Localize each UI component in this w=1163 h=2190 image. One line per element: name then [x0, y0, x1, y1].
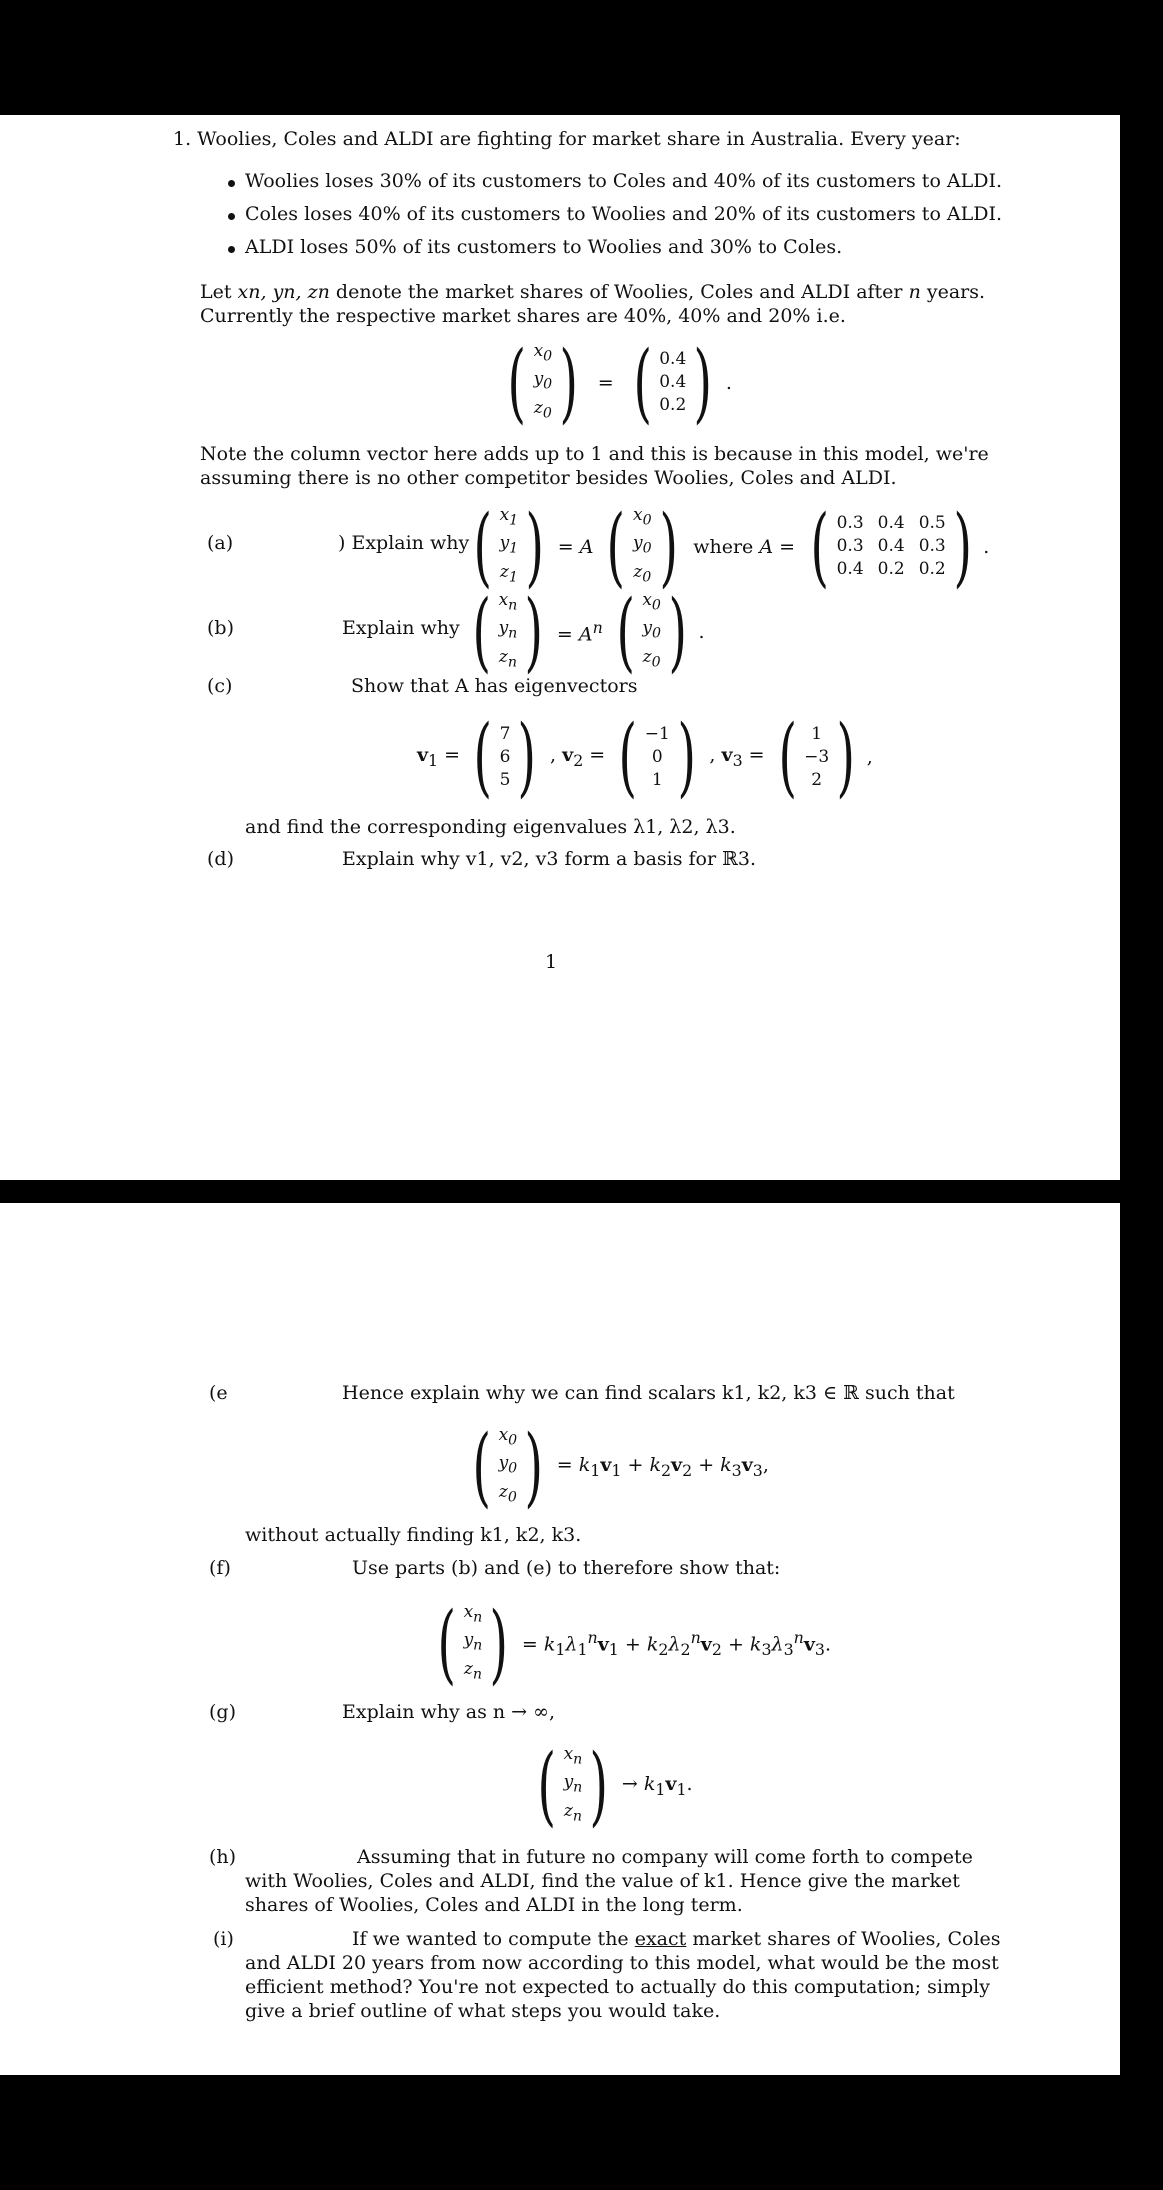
- page-1: [0, 115, 1120, 1180]
- part-g-label: (g): [209, 1701, 236, 1723]
- bullet-icon: [228, 246, 235, 253]
- part-b-label: (b): [207, 617, 234, 639]
- part-h-text-3: shares of Woolies, Coles and ALDI in the long term.: [245, 1894, 743, 1916]
- part-c-label: (c): [207, 675, 233, 697]
- part-h-text-1: Assuming that in future no company will come forth to compete: [357, 1846, 973, 1868]
- part-g-text: Explain why as n → ∞,: [342, 1701, 555, 1723]
- part-c-after: and find the corresponding eigenvalues λ1, λ2, λ3.: [245, 816, 736, 838]
- page-2: [0, 1203, 1120, 2075]
- part-i-text-2: and ALDI 20 years from now according to this model, what would be the most: [245, 1952, 999, 1974]
- part-e-equation: ( $x_0$ $y_0$ $z_0$ ) = $k_1v_1 + k_2v_2 + k_3v_3$,: [472, 1416, 769, 1517]
- part-e-text: Hence explain why we can find scalars k1, k2, k3 ∈ ℝ such that: [342, 1382, 955, 1404]
- initial-condition-equation: ( $x_0$ $y_0$ $z_0$ ) = ( 0.4 0.4 0.2 ) .: [507, 332, 732, 433]
- bullet-coles: Coles loses 40% of its customers to Woolies and 20% of its customers to ALDI.: [245, 203, 1003, 225]
- part-a-label: (a): [207, 532, 234, 554]
- part-i-text-4: give a brief outline of what steps you would take.: [245, 2000, 721, 2022]
- bullet-woolies: Woolies loses 30% of its customers to Coles and 40% of its customers to ALDI.: [245, 170, 1003, 192]
- eigenvector-v3: 1 −3 2: [804, 723, 830, 790]
- part-b-equation: ( $x_n$ $y_n$ $z_n$ ) = $A^n$ ( $x_0$ $y_0$ $z_0$ ) .: [472, 581, 705, 682]
- eigenvector-v1: 7 6 5: [499, 723, 511, 790]
- let-line-2: Currently the respective market shares are 40%, 40% and 20% i.e.: [200, 305, 846, 327]
- part-d-text: Explain why v1, v2, v3 form a basis for ℝ3.: [342, 848, 757, 870]
- part-h-label: (h): [209, 1846, 237, 1868]
- part-a-equation: ( $x_1$ $y_1$ $z_1$ ) = A ( $x_0$ $y_0$ $z_0$ ) where A = ( 0.3 0.4 0.5 0.3 0.4 0.3 0.4 0.2 0.2 ) .: [473, 496, 990, 597]
- part-g-equation: ( $x_n$ $y_n$ $z_n$ ) → $k_1v_1$.: [537, 1735, 693, 1836]
- part-e-after: without actually finding k1, k2, k3.: [245, 1524, 582, 1546]
- part-b-text: Explain why: [342, 617, 460, 639]
- bullet-icon: [228, 213, 235, 220]
- part-i-text-1: If we wanted to compute the exact market shares of Woolies, Coles: [352, 1928, 1001, 1950]
- initial-vector: 0.4 0.4 0.2: [659, 349, 687, 416]
- part-a-text: ) Explain why: [338, 532, 470, 554]
- note-line-2: assuming there is no other competitor besides Woolies, Coles and ALDI.: [200, 467, 897, 489]
- part-f-text: Use parts (b) and (e) to therefore show that:: [352, 1557, 781, 1579]
- part-e-label: (e: [209, 1382, 228, 1404]
- part-f-equation: ( $x_n$ $y_n$ $z_n$ ) = $k_1\lambda_1^nv_1 + k_2\lambda_2^nv_2 + k_3\lambda_3^nv_3$.: [437, 1593, 832, 1694]
- note-line-1: Note the column vector here adds up to 1 and this is because in this model, we're: [200, 443, 989, 465]
- part-d-label: (d): [207, 848, 234, 870]
- part-i-label: (i): [213, 1928, 234, 1950]
- part-h-text-2: with Woolies, Coles and ALDI, find the value of k1. Hence give the market: [245, 1870, 960, 1892]
- part-c-text: Show that A has eigenvectors: [351, 675, 638, 697]
- page-number: 1: [545, 951, 558, 973]
- let-line-1: Let xn, yn, zn denote the market shares of Woolies, Coles and ALDI after n years.: [200, 281, 986, 303]
- eigenvectors-equation: $v_1$ = ( 7 6 5 ) , $v_2$ = ( −1 0 1 ) , $v_3$ = ( 1 −3 2 ) ,: [417, 707, 873, 807]
- bullet-aldi: ALDI loses 50% of its customers to Woolies and 30% to Coles.: [245, 236, 843, 258]
- eigenvector-v2: −1 0 1: [644, 723, 670, 790]
- question-intro: 1. Woolies, Coles and ALDI are fighting for market share in Australia. Every year:: [173, 128, 961, 150]
- part-f-label: (f): [209, 1557, 231, 1579]
- matrix-a: 0.3 0.4 0.5 0.3 0.4 0.3 0.4 0.2 0.2: [836, 513, 946, 580]
- part-i-text-3: efficient method? You're not expected to actually do this computation; simply: [245, 1976, 990, 1998]
- bullet-icon: [228, 180, 235, 187]
